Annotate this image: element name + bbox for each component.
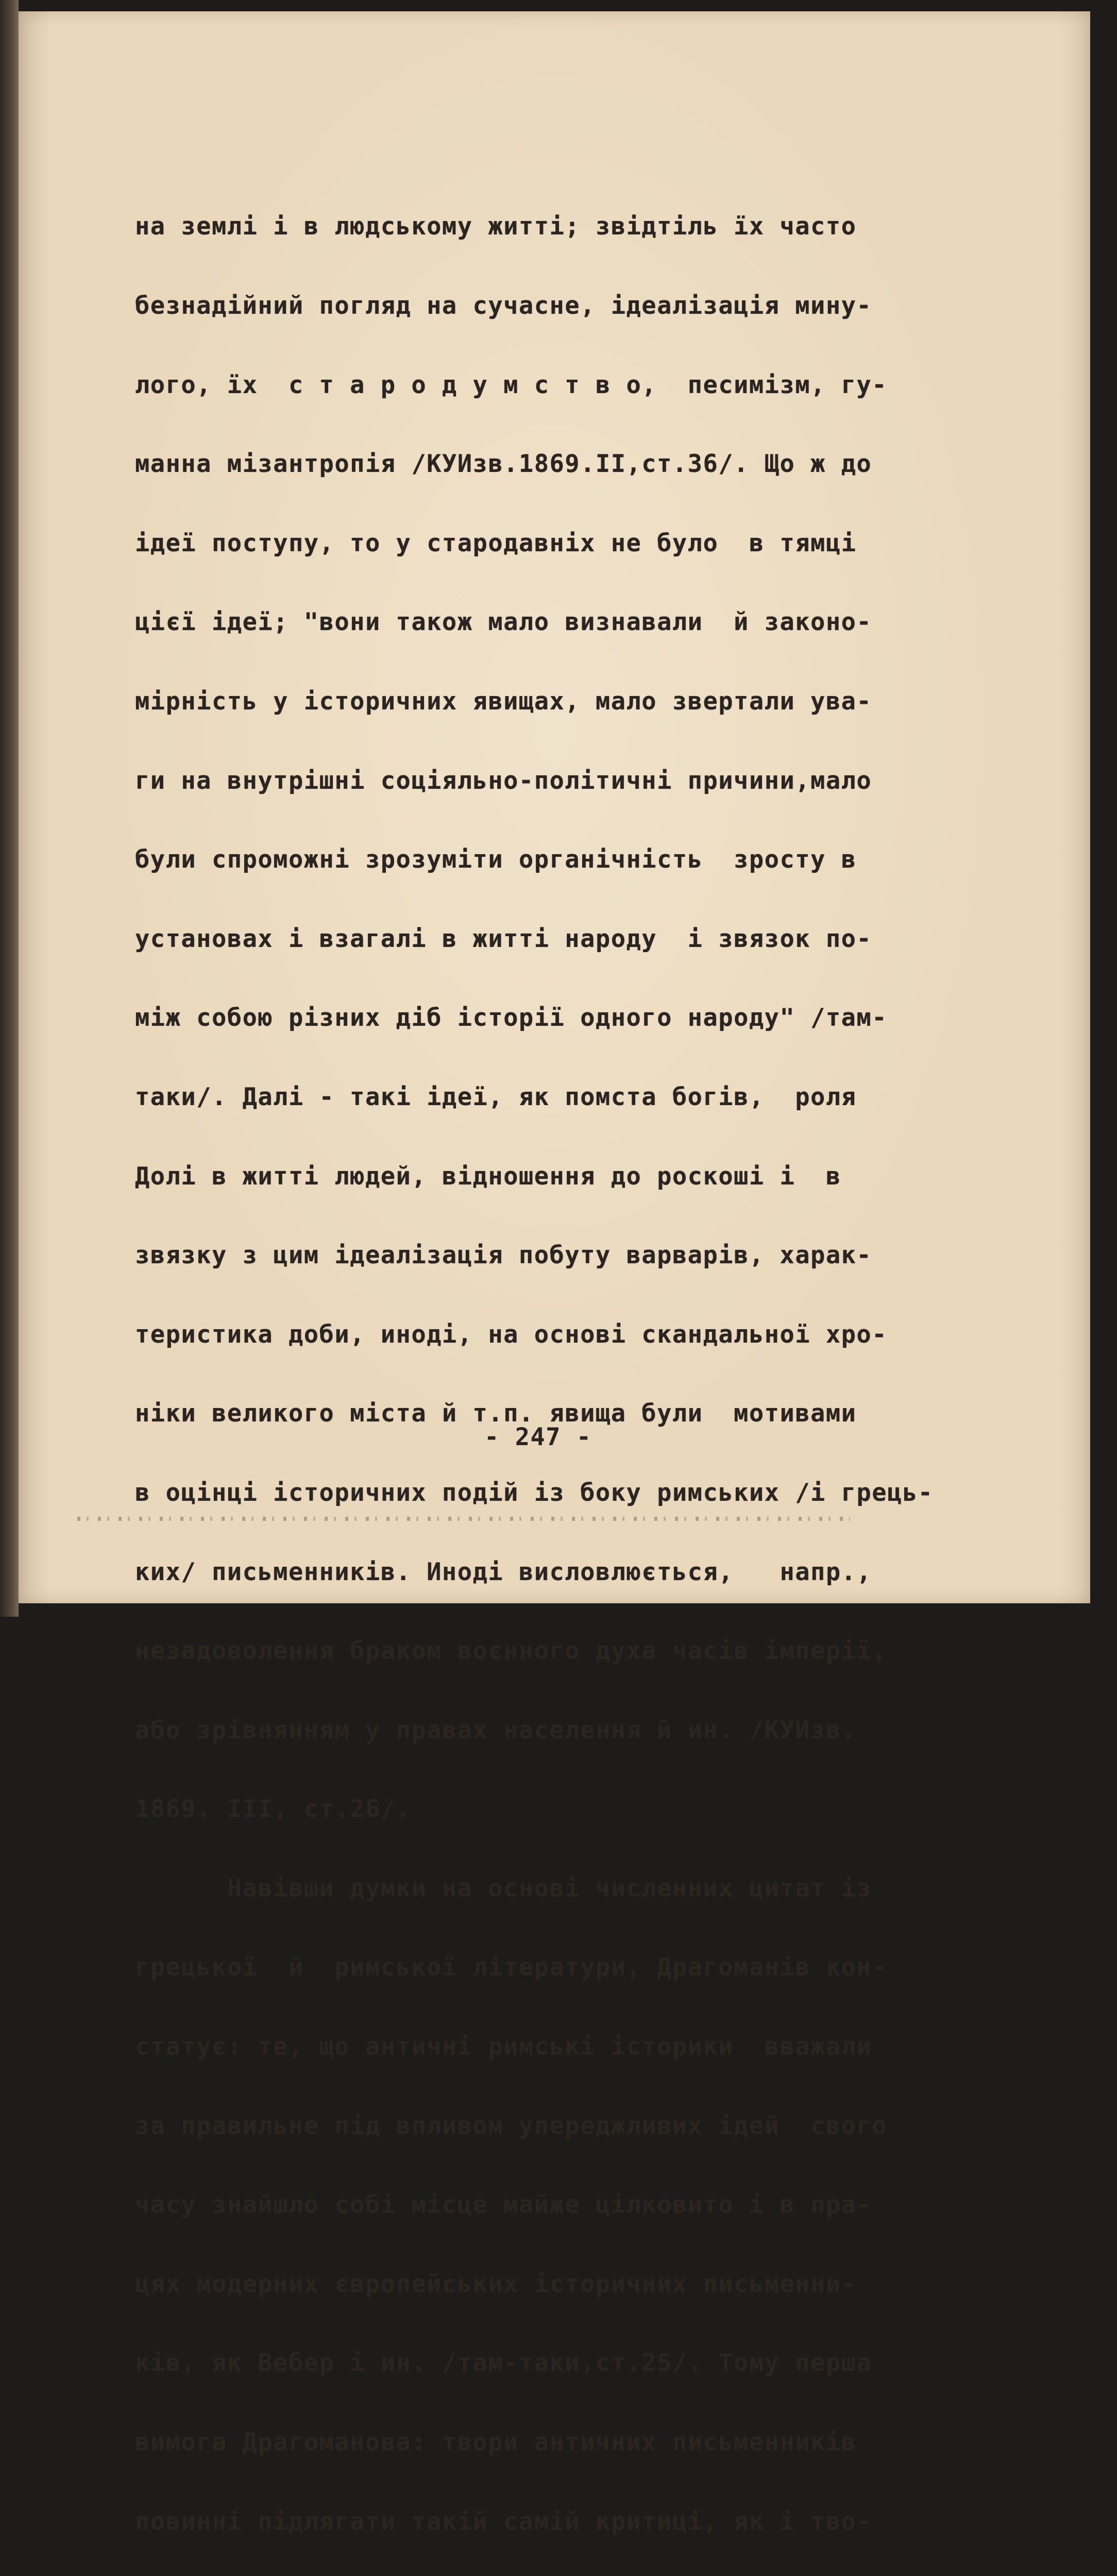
text-line: Навівши думки на основі численних цитат із bbox=[135, 1874, 872, 1903]
text-line: статує: те, що античні римські історики вважали bbox=[135, 2032, 872, 2061]
text-line: звязку з цим ідеалізація побуту варварів, харак- bbox=[135, 1241, 872, 1270]
page-body-text bbox=[135, 161, 1011, 2576]
text-line: цієї ідеї; "вони також мало визнавали й законо- bbox=[135, 608, 872, 637]
text-line: безнадійний погляд на сучасне, ідеалізація мину- bbox=[135, 292, 872, 320]
text-line: вимога Драгоманова: твори античних письменників bbox=[135, 2428, 857, 2457]
text-line: мірність у історичних явищах, мало звертали ува- bbox=[135, 687, 872, 716]
text-line: за правильне під впливом упереджливих ідей свого bbox=[135, 2111, 888, 2140]
text-line: або зрівнянням у правах населення й ин. /КУИзв. bbox=[135, 1716, 857, 1744]
scan-artifact-line bbox=[77, 1517, 850, 1521]
text-line: між собою різних діб історії одного народу" /там- bbox=[135, 1004, 888, 1032]
text-line: ких/ письменників. Иноді висловлюється, напр., bbox=[135, 1557, 872, 1586]
book-spine-edge bbox=[0, 0, 19, 1617]
text-line: манна мізантропія /КУИзв.1869.II,ст.36/. Що ж до bbox=[135, 450, 872, 479]
text-line: ідеї поступу, то у стародавніх не було в тямці bbox=[135, 529, 857, 557]
text-line: ніки великого міста й т.п. явища були мотивами bbox=[135, 1399, 857, 1428]
text-line: установах і взагалі в житті народу і звязок по- bbox=[135, 924, 872, 953]
text-line: незадоволення браком воєнного духа часів імперії, bbox=[135, 1637, 888, 1666]
text-line: ги на внутрішні соціяльно-політичні причини,мало bbox=[135, 766, 872, 795]
page-number: - 247 - bbox=[484, 1423, 592, 1451]
text-line: Долі в житті людей, відношення до роскоші і в bbox=[135, 1162, 841, 1191]
text-line: лого, їх с т а р о д у м с т в о, песимізм, гу- bbox=[135, 370, 888, 399]
text-line: грецької й римської літератури, Драгоманів кон- bbox=[135, 1953, 888, 1982]
text-line: теристика доби, иноді, на основі скандальної хро- bbox=[135, 1320, 888, 1349]
text-line: в оцінці історичних подій із боку римських /і грець- bbox=[135, 1478, 934, 1507]
text-line: повинні підлягати такій самій критиці, як і тво- bbox=[135, 2507, 872, 2536]
text-line: цях модерних європейських історичних письменни- bbox=[135, 2269, 857, 2298]
text-line: ків, як Вебер і ин. /там-таки,ст.25/. Тому перша bbox=[135, 2349, 872, 2378]
text-line: були спроможні зрозуміти органічність зросту в bbox=[135, 845, 857, 874]
text-line: на землі і в людському житті; звідтіль їх часто bbox=[135, 212, 857, 241]
text-line: часу знайшло собі місце майже цілковито і в пра- bbox=[135, 2191, 872, 2219]
text-line: 1869. III, ст.26/. bbox=[135, 1795, 412, 1824]
text-line: таки/. Далі - такі ідеї, як помста богів, роля bbox=[135, 1082, 857, 1111]
